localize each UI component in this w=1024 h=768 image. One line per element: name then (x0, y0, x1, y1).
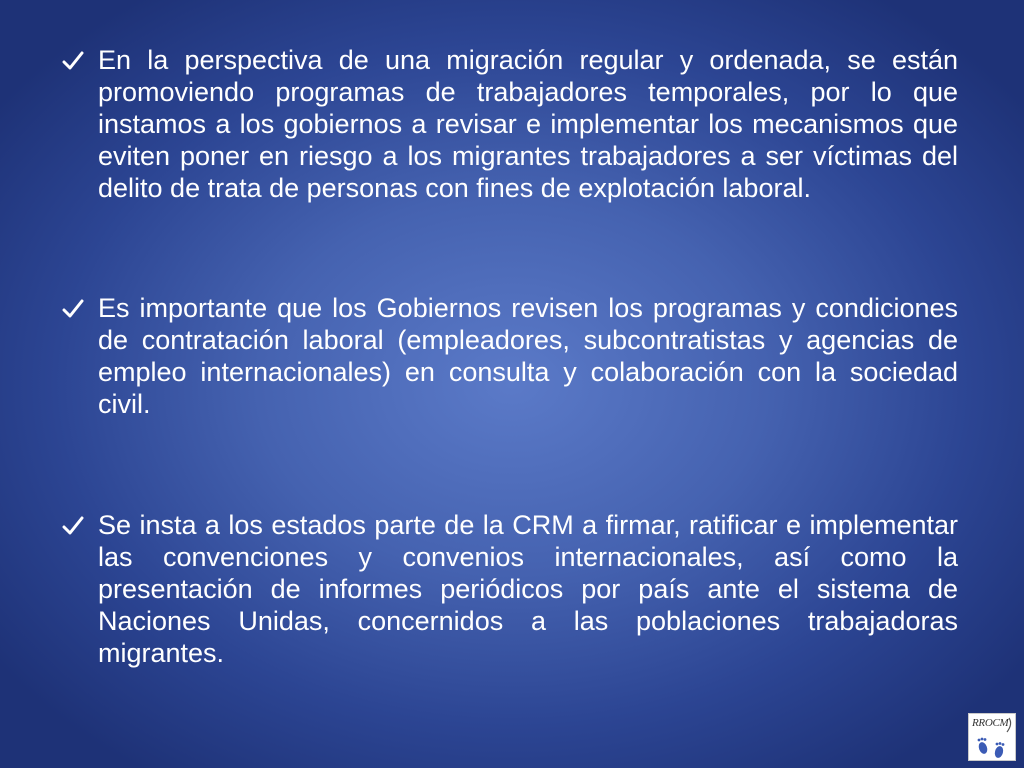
bullet-text: Se insta a los estados parte de la CRM a firmar, ratificar e implementar las convenciones y convenios internacionales, así como la presentación de informes periódicos por país ante el sistema de Naciones Unidas, concernidos a las poblaciones trabajadoras migrantes. (98, 510, 958, 668)
checkmark-icon (62, 515, 84, 537)
checkmark-icon (62, 50, 84, 72)
bullet-item (62, 509, 958, 669)
bullet-item (62, 292, 958, 420)
bullet-item (62, 44, 958, 204)
logo-text: RROCM (972, 717, 1009, 729)
bullet-text: En la perspectiva de una migración regular y ordenada, se están promoviendo programas de trabajadores temporales, por lo que instamos a los gobiernos a revisar e implementar los mecanismos que eviten poner en riesgo a los migrantes trabajadores a ser víctimas del delito de trata de personas con fines de explotación laboral. (98, 45, 958, 203)
slide-content (62, 44, 958, 669)
organization-logo (968, 713, 1016, 761)
checkmark-icon (62, 298, 84, 320)
bullet-text: Es importante que los Gobiernos revisen los programas y condiciones de contratación laboral (empleadores, subcontratistas y agencias de empleo internacionales) en consulta y colaboración con la sociedad civil. (98, 293, 958, 419)
